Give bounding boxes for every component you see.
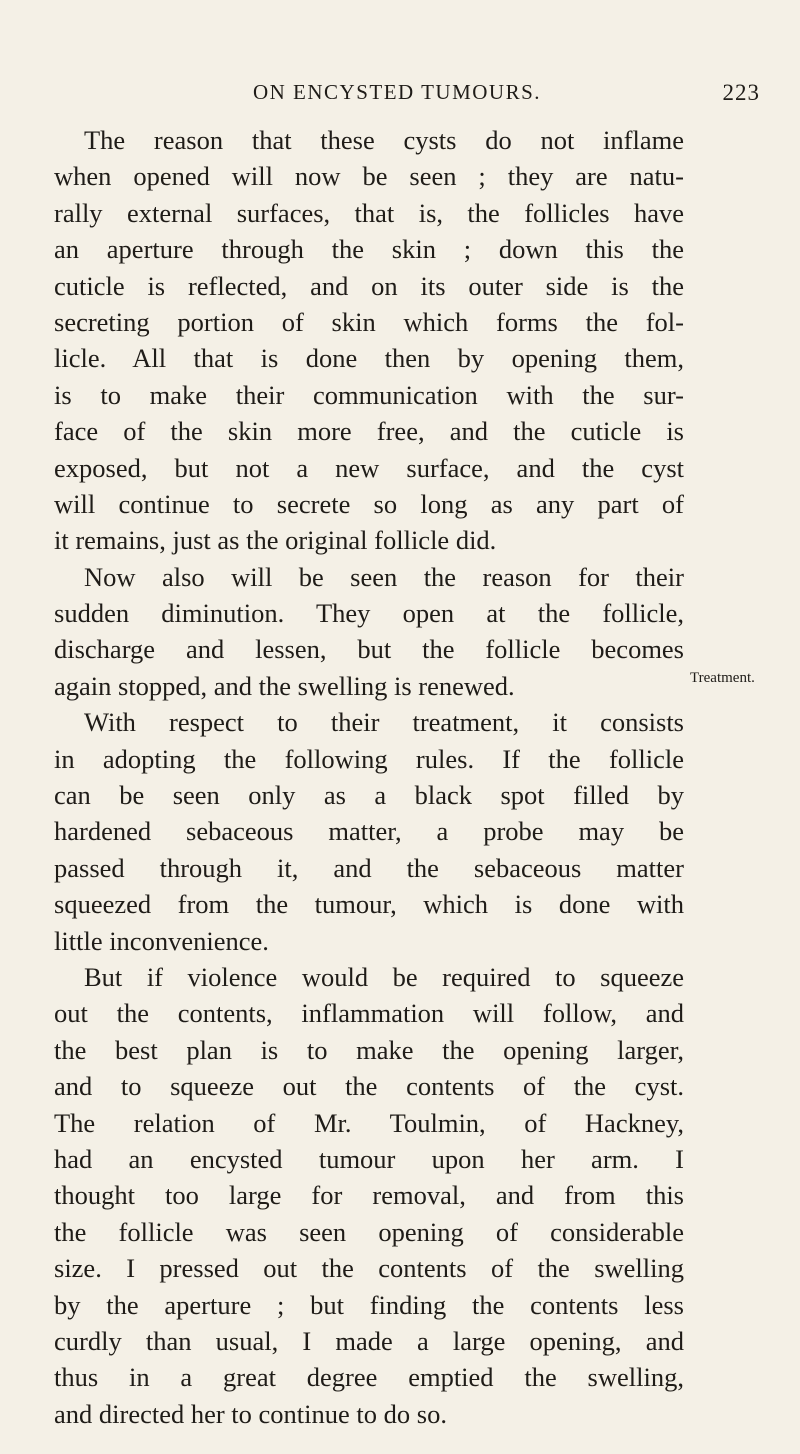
text-line: thus in a great degree emptied the swelling, (54, 1362, 684, 1393)
page-number: 223 (722, 80, 760, 105)
text-line: the best plan is to make the opening larger, (54, 1034, 684, 1065)
text-line: and directed her to continue to do so. (54, 1398, 447, 1429)
text-line: The relation of Mr. Toulmin, of Hackney, (54, 1107, 684, 1138)
text-line: face of the skin more free, and the cuticle is (54, 416, 684, 447)
text-line: With respect to their treatment, it consists (84, 707, 684, 738)
text-line: hardened sebaceous matter, a probe may be (54, 816, 684, 847)
text-line: the follicle was seen opening of considerable (54, 1216, 684, 1247)
text-line: licle. All that is done then by opening them, (54, 343, 684, 374)
text-line: cuticle is reflected, and on its outer side is the (54, 270, 684, 301)
text-line: had an encysted tumour upon her arm. I (54, 1143, 684, 1174)
text-line: sudden diminution. They open at the follicle, (54, 598, 684, 629)
text-line: size. I pressed out the contents of the swelling (54, 1253, 684, 1284)
text-line: But if violence would be required to squeeze (84, 961, 684, 992)
text-line: in adopting the following rules. If the follicle (54, 743, 684, 774)
text-line: is to make their communication with the sur- (54, 379, 684, 410)
text-line: can be seen only as a black spot filled by (54, 780, 684, 811)
text-line: curdly than usual, I made a large opening, and (54, 1325, 684, 1356)
text-line: again stopped, and the swelling is renewed. (54, 670, 515, 701)
text-line: Now also will be seen the reason for their (84, 561, 684, 592)
text-line: will continue to secrete so long as any part of (54, 488, 684, 519)
running-title: ON ENCYSTED TUMOURS. (252, 80, 542, 104)
margin-note-treatment: Treatment. (690, 670, 755, 686)
running-head (54, 80, 760, 110)
text-line: little inconvenience. (54, 925, 269, 956)
text-line: exposed, but not a new surface, and the cyst (54, 452, 684, 483)
text-line: passed through it, and the sebaceous matter (54, 852, 684, 883)
text-line: when opened will now be seen ; they are natu- (54, 161, 684, 192)
text-line: out the contents, inflammation will follow, and (54, 998, 684, 1029)
text-line: an aperture through the skin ; down this the (54, 234, 684, 265)
text-line: thought too large for removal, and from this (54, 1180, 684, 1211)
text-line: secreting portion of skin which forms the fol- (54, 306, 684, 337)
text-line: and to squeeze out the contents of the cyst. (54, 1071, 684, 1102)
text-line: it remains, just as the original follicle did. (54, 525, 497, 556)
body-text (54, 122, 684, 1432)
text-line: The reason that these cysts do not inflame (84, 125, 684, 155)
text-line: squeezed from the tumour, which is done with (54, 889, 684, 920)
text-line: by the aperture ; but finding the contents less (54, 1289, 684, 1320)
text-line: discharge and lessen, but the follicle becomes (54, 634, 684, 665)
text-line: rally external surfaces, that is, the follicles have (54, 197, 684, 228)
